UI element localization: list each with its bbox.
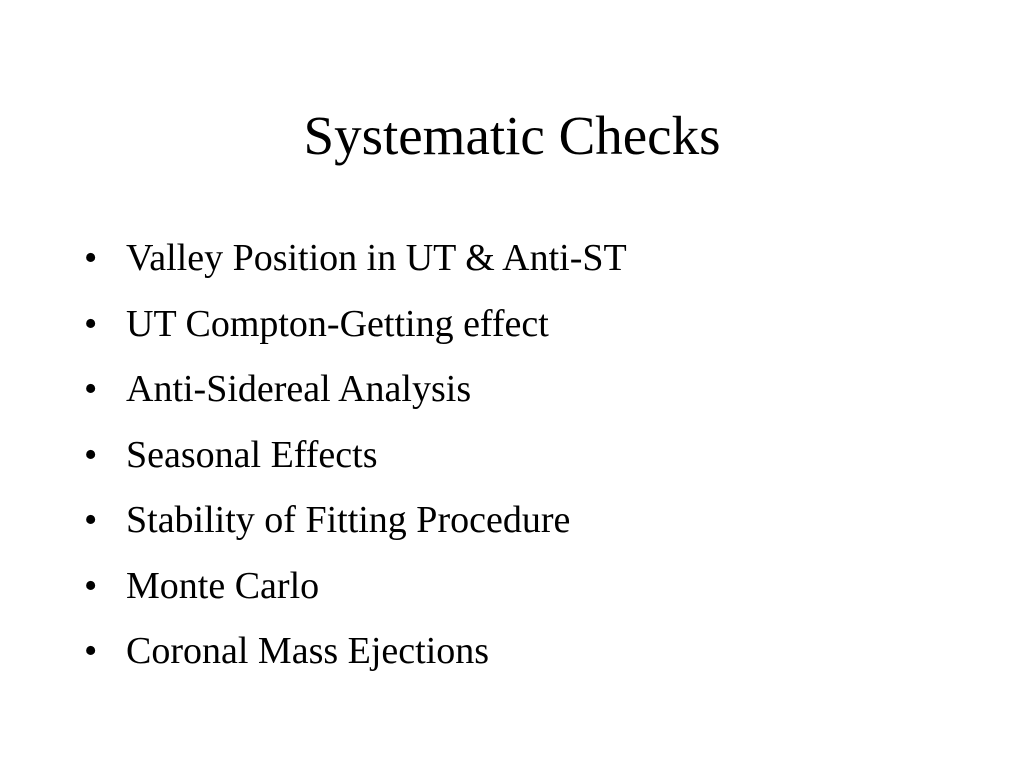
bullet-text: UT Compton-Getting effect xyxy=(126,302,549,345)
bullet-text: Valley Position in UT & Anti-ST xyxy=(126,237,627,279)
bullet-icon: • xyxy=(84,237,98,279)
bullet-text: Anti-Sidereal Analysis xyxy=(126,368,472,410)
bullet-text: Stability of Fitting Procedure xyxy=(126,499,571,541)
bullet-icon: • xyxy=(84,433,98,476)
bullet-icon: • xyxy=(84,368,98,410)
bullet-icon: • xyxy=(84,499,98,541)
slide-title: Systematic Checks xyxy=(303,105,721,166)
bullet-text: Seasonal Effects xyxy=(126,433,378,476)
bullet-icon: • xyxy=(84,564,98,607)
bullet-icon: • xyxy=(84,302,98,345)
bullet-icon: • xyxy=(84,630,98,672)
bullet-text: Monte Carlo xyxy=(126,564,320,607)
bullet-text: Coronal Mass Ejections xyxy=(126,630,490,672)
